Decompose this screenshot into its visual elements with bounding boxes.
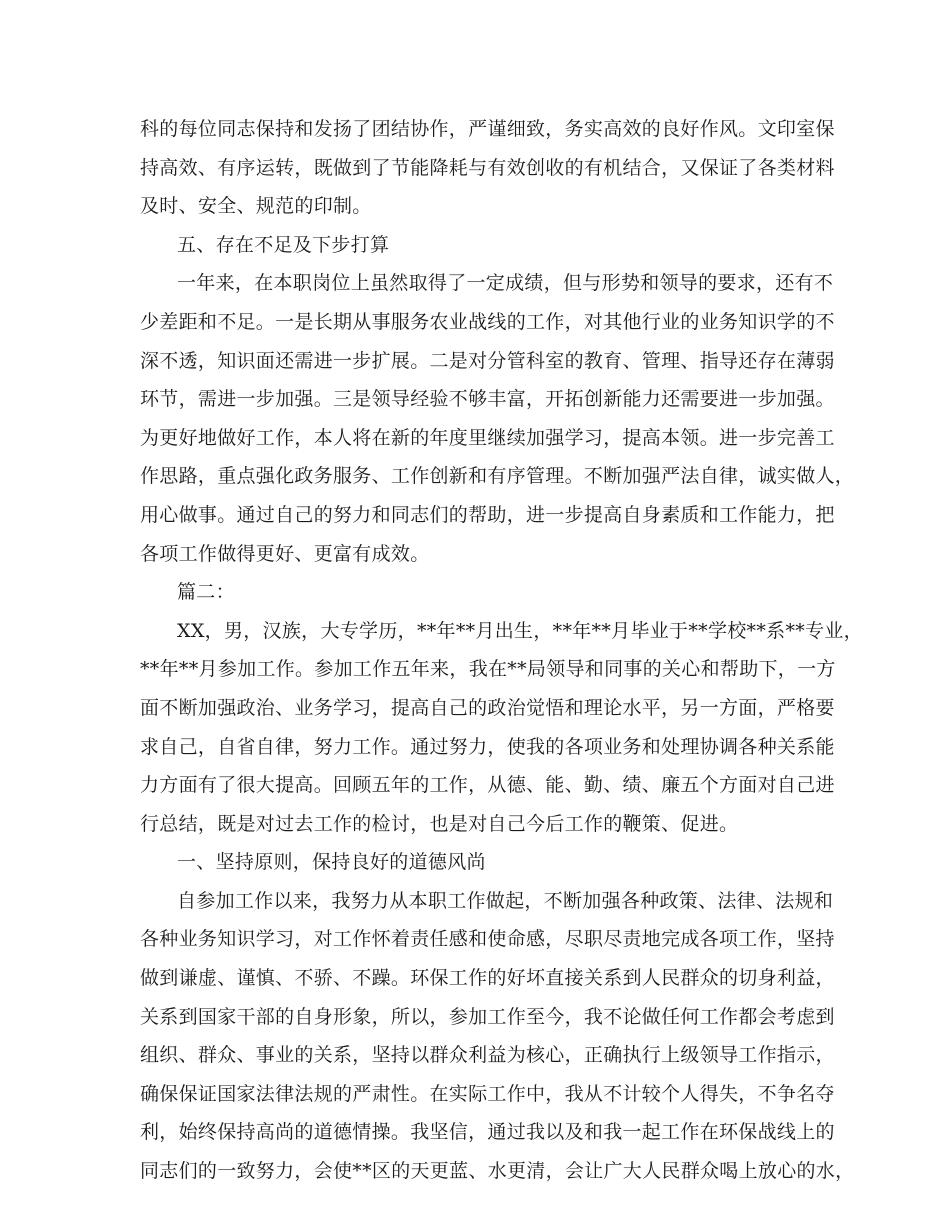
text-line: 确保保证国家法律法规的严肃性。在实际工作中，我从不计较个人得失，不争名夺: [140, 1082, 835, 1105]
text-line: 组织、群众、事业的关系，坚持以群众利益为核心，正确执行上级领导工作指示，: [140, 1044, 835, 1067]
document-body: [140, 110, 863, 1191]
text-line: 一、坚持原则，保持良好的道德风尚: [177, 851, 486, 874]
text-line: 用心做事。通过自己的努力和同志们的帮助，进一步提高自身素质和工作能力，把: [140, 503, 835, 526]
text-line: 关系到国家干部的自身形象，所以，参加工作至今，我不论做任何工作都会考虑到: [140, 1005, 835, 1028]
text-line: **年**月参加工作。参加工作五年来，我在**局领导和同事的关心和帮助下，一方: [140, 658, 836, 681]
text-line: 少差距和不足。一是长期从事服务农业战线的工作，对其他行业的业务知识学的不: [140, 310, 835, 333]
text-line: 力方面有了很大提高。回顾五年的工作，从德、能、勤、绩、廉五个方面对自己进: [140, 774, 835, 797]
text-line: 及时、安全、规范的印制。: [140, 195, 372, 218]
text-line: 做到谦虚、谨慎、不骄、不躁。环保工作的好坏直接关系到人民群众的切身利益，: [140, 967, 835, 990]
text-line: 各种业务知识学习，对工作怀着责任感和使命感，尽职尽责地完成各项工作，坚持: [140, 928, 835, 951]
text-line: 同志们的一致努力，会使**区的天更蓝、水更清，会让广大人民群众喝上放心的水，: [140, 1160, 855, 1183]
text-line: 篇二：: [177, 581, 235, 604]
text-line: 环节，需进一步加强。三是领导经验不够丰富，开拓创新能力还需要进一步加强。: [140, 388, 835, 411]
text-line: 五、存在不足及下步打算: [177, 233, 390, 256]
text-line: XX，男，汉族，大专学历，**年**月出生，**年**月毕业于**学校**系**专业，: [177, 619, 863, 642]
text-line: 求自己，自省自律，努力工作。通过努力，使我的各项业务和处理协调各种关系能: [140, 735, 835, 758]
text-line: 作思路，重点强化政务服务、工作创新和有序管理。不断加强严法自律，诚实做人，: [140, 465, 855, 488]
text-line: 各项工作做得更好、更富有成效。: [140, 542, 430, 565]
text-line: 为更好地做好工作，本人将在新的年度里继续加强学习，提高本领。进一步完善工: [140, 426, 835, 449]
text-line: 深不透，知识面还需进一步扩展。二是对分管科室的教育、管理、指导还存在薄弱: [140, 349, 835, 372]
text-line: 面不断加强政治、业务学习，提高自己的政治觉悟和理论水平，另一方面，严格要: [140, 696, 835, 719]
text-line: 一年来，在本职岗位上虽然取得了一定成绩，但与形势和领导的要求，还有不: [177, 272, 834, 295]
text-line: 自参加工作以来，我努力从本职工作做起，不断加强各种政策、法律、法规和: [177, 889, 834, 912]
text-line: 利，始终保持高尚的道德情操。我坚信，通过我以及和我一起工作在环保战线上的: [140, 1121, 835, 1144]
text-line: 科的每位同志保持和发扬了团结协作，严谨细致，务实高效的良好作风。文印室保: [140, 118, 835, 140]
text-line: 持高效、有序运转，既做到了节能降耗与有效创收的有机结合，又保证了各类材料: [140, 156, 835, 179]
text-line: 行总结，既是对过去工作的检讨，也是对自己今后工作的鞭策、促进。: [140, 812, 739, 835]
